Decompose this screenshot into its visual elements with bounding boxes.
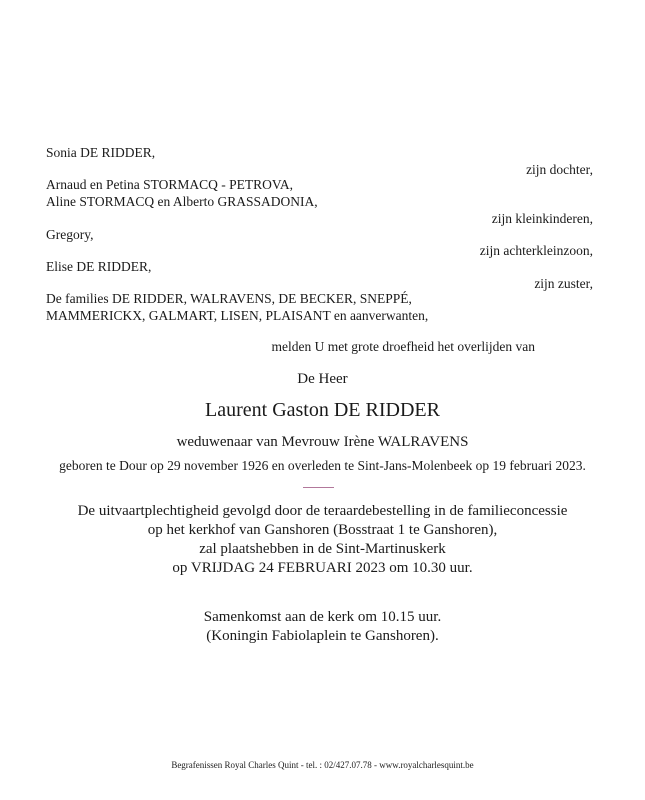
gathering-line: Samenkomst aan de kerk om 10.15 uur.: [203, 609, 442, 625]
ceremony-line: De uitvaartplechtigheid gevolgd door de teraardebestelling in de familieconcessie: [77, 503, 568, 519]
relative-name: Aline STORMACQ en Alberto GRASSADONIA,: [46, 194, 318, 209]
relation-label: zijn dochter,: [526, 162, 593, 177]
ceremony-line: zal plaatshebben in de Sint-Martinuskerk: [199, 541, 446, 557]
relative-name: Gregory,: [46, 227, 94, 242]
relative-name: Sonia DE RIDDER,: [46, 145, 156, 160]
born-died-line: geboren te Dour op 29 november 1926 en overleden te Sint-Jans-Molenbeek op 19 februari 2023.: [59, 458, 586, 473]
relation-label: zijn achterkleinzoon,: [479, 243, 593, 258]
relative-name: Arnaud en Petina STORMACQ - PETROVA,: [46, 177, 294, 192]
relation-label: zijn zuster,: [534, 276, 593, 291]
divider-line: [303, 487, 334, 488]
families-line: De families DE RIDDER, WALRAVENS, DE BECKER, SNEPPÉ,: [46, 291, 412, 306]
deceased-title: De Heer: [297, 371, 348, 387]
relation-label: zijn kleinkinderen,: [491, 211, 593, 226]
ceremony-line: op VRIJDAG 24 FEBRUARI 2023 om 10.30 uur.: [172, 560, 473, 576]
relative-name: Elise DE RIDDER,: [46, 259, 152, 274]
widower-line: weduwenaar van Mevrouw Irène WALRAVENS: [176, 434, 469, 450]
announcement-text: melden U met grote droefheid het overlijden van: [271, 339, 535, 354]
ceremony-line: op het kerkhof van Ganshoren (Bosstraat 1 te Ganshoren),: [147, 522, 498, 538]
families-line: MAMMERICKX, GALMART, LISEN, PLAISANT en aanverwanten,: [46, 308, 429, 323]
gathering-line: (Koningin Fabiolaplein te Ganshoren).: [206, 628, 439, 644]
footer-contact: Begrafenissen Royal Charles Quint - tel. : 02/427.07.78 - www.royalcharlesquint.be: [171, 760, 474, 770]
deceased-name: Laurent Gaston DE RIDDER: [205, 399, 440, 421]
